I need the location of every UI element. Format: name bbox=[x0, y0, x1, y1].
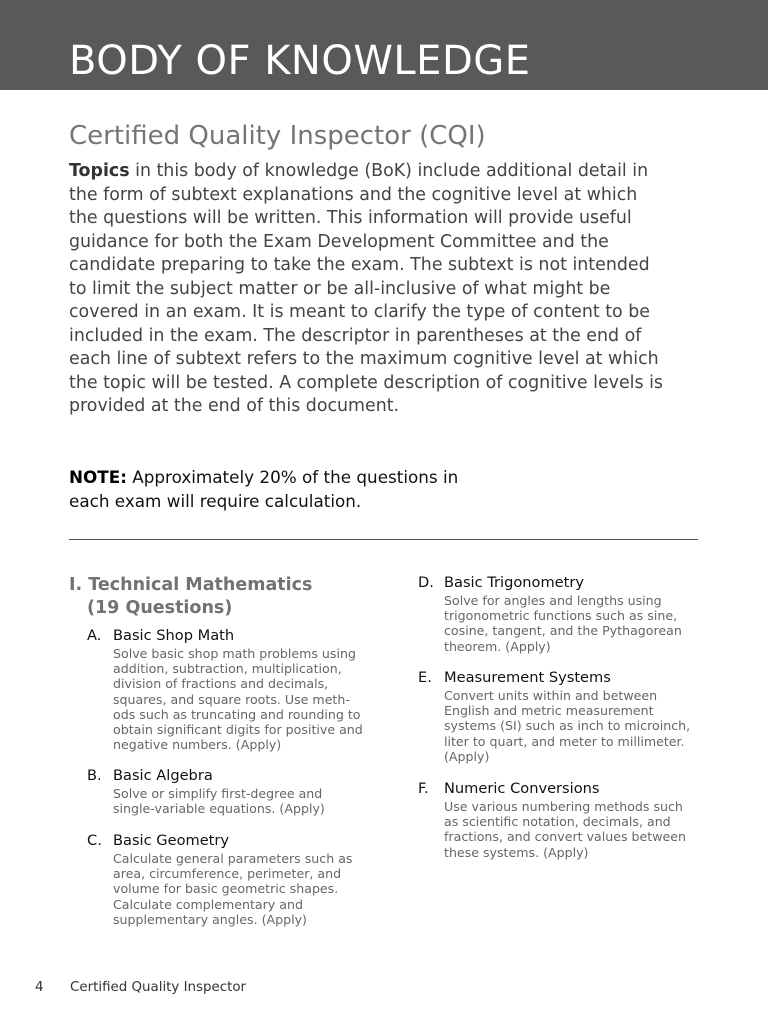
topic-item-b bbox=[87, 766, 363, 816]
section-divider bbox=[69, 539, 698, 540]
topic-title: Basic Trigonometry bbox=[444, 574, 585, 591]
topic-title: Measurement Systems bbox=[444, 669, 611, 686]
topic-description: Use various numbering methods such as scientific notation, decimals, and fractions, and convert values between these systems. (Apply) bbox=[444, 799, 686, 860]
topic-letter: E. bbox=[418, 669, 432, 686]
intro-paragraph bbox=[69, 160, 669, 419]
intro-text: in this body of knowledge (BoK) include additional detail in the form of subtext explanations and the cognitive level at which the questions will be written. This information will provide useful guidance for both the Exam Development Committee and the candidate preparing to take the exam. The subtext is not intended to limit the subject matter or be all-inclusive of what might be covered in an exam. It is meant to clarify the type of content to be included in the exam. The descriptor in parentheses at the end of each line of subtext refers to the maximum cognitive level at which the topic will be tested. A complete description of cognitive levels is provided at the end of this document. bbox=[69, 161, 663, 416]
topic-title: Basic Algebra bbox=[113, 767, 213, 784]
topic-letter: B. bbox=[87, 767, 102, 784]
note-paragraph bbox=[69, 466, 489, 513]
topic-description: Calculate general parameters such as area, circumference, perimeter, and volume for basic geometric shapes. Calculate complementary and supplementary angles. (Apply) bbox=[113, 851, 353, 927]
intro-topics-label: Topics bbox=[69, 161, 130, 181]
topic-title: Numeric Conversions bbox=[444, 780, 600, 797]
section-heading bbox=[69, 574, 312, 619]
topic-item-d bbox=[418, 573, 694, 654]
topic-description: Solve basic shop math problems using addition, subtraction, multiplication, division of fractions and decimals, squares, and square roots. Use methods such as truncating and rounding to obtain significant digits for positive and negative numbers. (Apply) bbox=[113, 646, 363, 753]
header-banner bbox=[0, 0, 768, 90]
banner-title: BODY OF KNOWLEDGE bbox=[69, 38, 531, 84]
topic-description: Solve for angles and lengths using trigonometric functions such as sine, cosine, tangent, and the Pythagorean theorem. (Apply) bbox=[444, 593, 682, 654]
topic-item-c bbox=[87, 831, 363, 927]
topic-letter: D. bbox=[418, 574, 434, 591]
topic-title: Basic Shop Math bbox=[113, 627, 235, 644]
topic-title: Basic Geometry bbox=[113, 832, 230, 849]
note-text: Approximately 20% of the questions in each exam will require calculation. bbox=[69, 467, 459, 511]
topic-letter: A. bbox=[87, 627, 102, 644]
topic-item-f bbox=[418, 779, 694, 860]
note-label: NOTE: bbox=[69, 467, 127, 487]
topic-letter: F. bbox=[418, 780, 429, 797]
topic-description: Solve or simplify first-degree and single-variable equations. (Apply) bbox=[113, 786, 325, 817]
topic-item-e bbox=[418, 668, 694, 764]
topic-item-a bbox=[87, 626, 363, 752]
topic-letter: C. bbox=[87, 832, 102, 849]
page-number: 4 bbox=[35, 980, 44, 995]
document-title: Certified Quality Inspector (CQI) bbox=[69, 121, 486, 151]
topic-description: Convert units within and between English and metric measurement systems (SI) such as inch to microinch, liter to quart, and meter to millimeter. (Apply) bbox=[444, 688, 691, 764]
running-title: Certified Quality Inspector bbox=[70, 980, 247, 995]
section-heading-line1: I. Technical Mathematics bbox=[69, 575, 313, 595]
section-heading-line2: (19 Questions) bbox=[87, 597, 233, 618]
